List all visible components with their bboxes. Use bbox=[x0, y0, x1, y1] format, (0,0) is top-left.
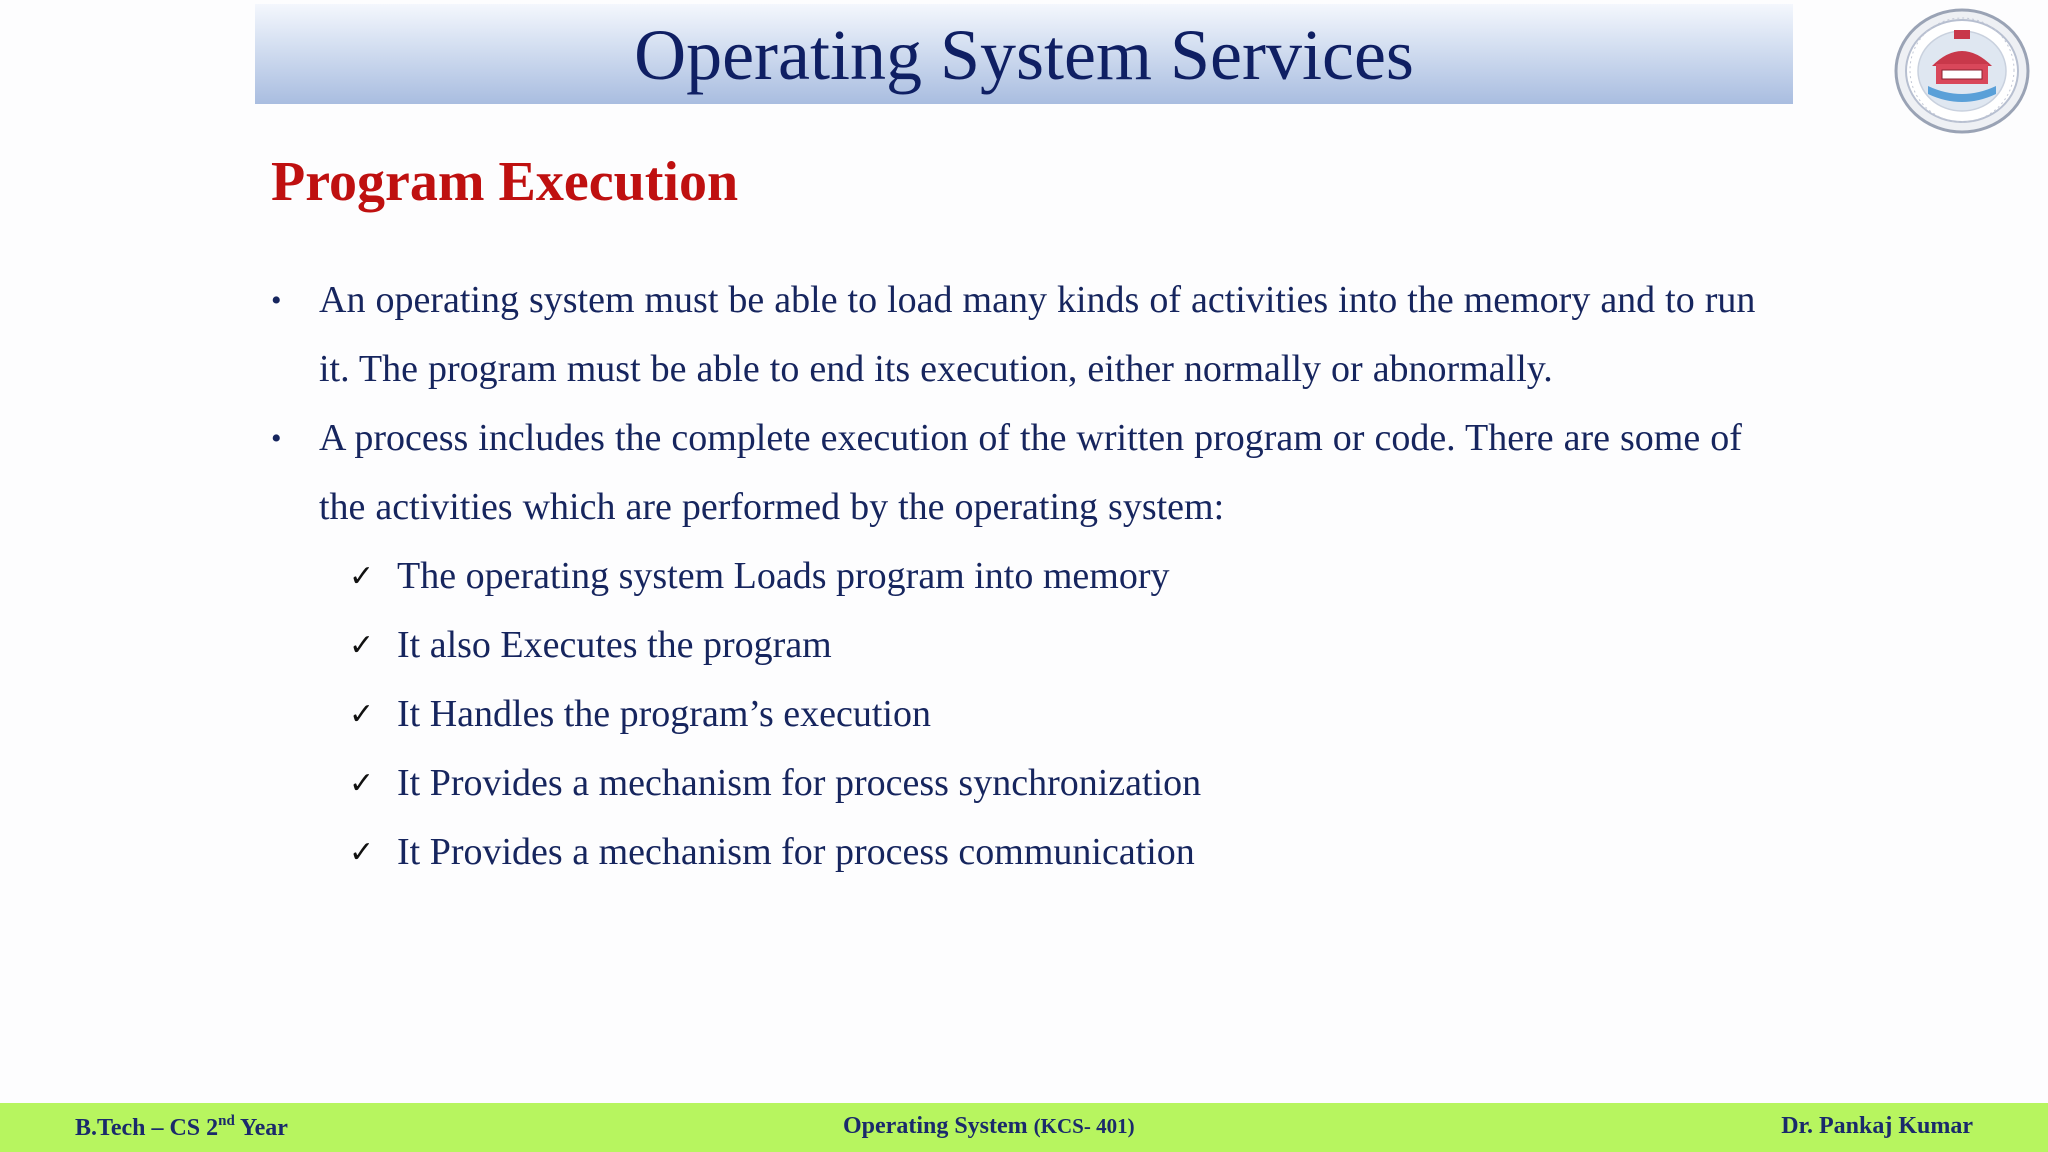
checklist-item bbox=[349, 749, 1771, 818]
footer-course bbox=[75, 1113, 288, 1142]
bullet-item bbox=[271, 266, 1771, 404]
bullet-icon: • bbox=[271, 422, 282, 455]
bullet-text: An operating system must be able to load many kinds of activities into the memory and to run it. The program must be able to end its execution, either normally or abnormally. bbox=[319, 279, 1756, 390]
footer-subject-code: (KCS- 401) bbox=[1033, 1114, 1135, 1138]
bullet-icon: • bbox=[271, 284, 282, 317]
footer-course-suffix: Year bbox=[234, 1115, 288, 1141]
slide-content bbox=[271, 266, 1771, 887]
checklist-item bbox=[349, 611, 1771, 680]
slide-title: Operating System Services bbox=[634, 15, 1414, 95]
checkmark-icon: ✓ bbox=[349, 766, 375, 801]
footer-subject bbox=[843, 1113, 1135, 1140]
footer-author: Dr. Pankaj Kumar bbox=[1781, 1113, 1973, 1139]
checklist-text: It Provides a mechanism for process synchronization bbox=[397, 762, 1202, 804]
checklist-item bbox=[349, 542, 1771, 611]
bullet-item bbox=[271, 404, 1771, 542]
checklist-text: It Handles the program’s execution bbox=[397, 693, 931, 735]
checklist-text: It also Executes the program bbox=[397, 624, 832, 666]
checklist bbox=[349, 542, 1771, 887]
checkmark-icon: ✓ bbox=[349, 835, 375, 870]
checkmark-icon: ✓ bbox=[349, 559, 375, 594]
checklist-item bbox=[349, 680, 1771, 749]
footer-subject-name: Operating System bbox=[843, 1113, 1034, 1139]
checklist-text: The operating system Loads program into memory bbox=[397, 555, 1170, 597]
bullet-text: A process includes the complete execution of the written program or code. There are some of the activities which are performed by the operating system: bbox=[319, 417, 1742, 528]
checkmark-icon: ✓ bbox=[349, 628, 375, 663]
footer-bar bbox=[0, 1103, 2048, 1152]
checklist-item bbox=[349, 818, 1771, 887]
institution-seal-icon bbox=[1892, 6, 2032, 136]
section-heading: Program Execution bbox=[271, 151, 739, 213]
footer-course-prefix: B.Tech – CS 2 bbox=[75, 1115, 219, 1141]
footer-course-superscript: nd bbox=[218, 1113, 235, 1129]
checkmark-icon: ✓ bbox=[349, 697, 375, 732]
title-bar bbox=[255, 4, 1793, 104]
checklist-text: It Provides a mechanism for process communication bbox=[397, 831, 1195, 873]
